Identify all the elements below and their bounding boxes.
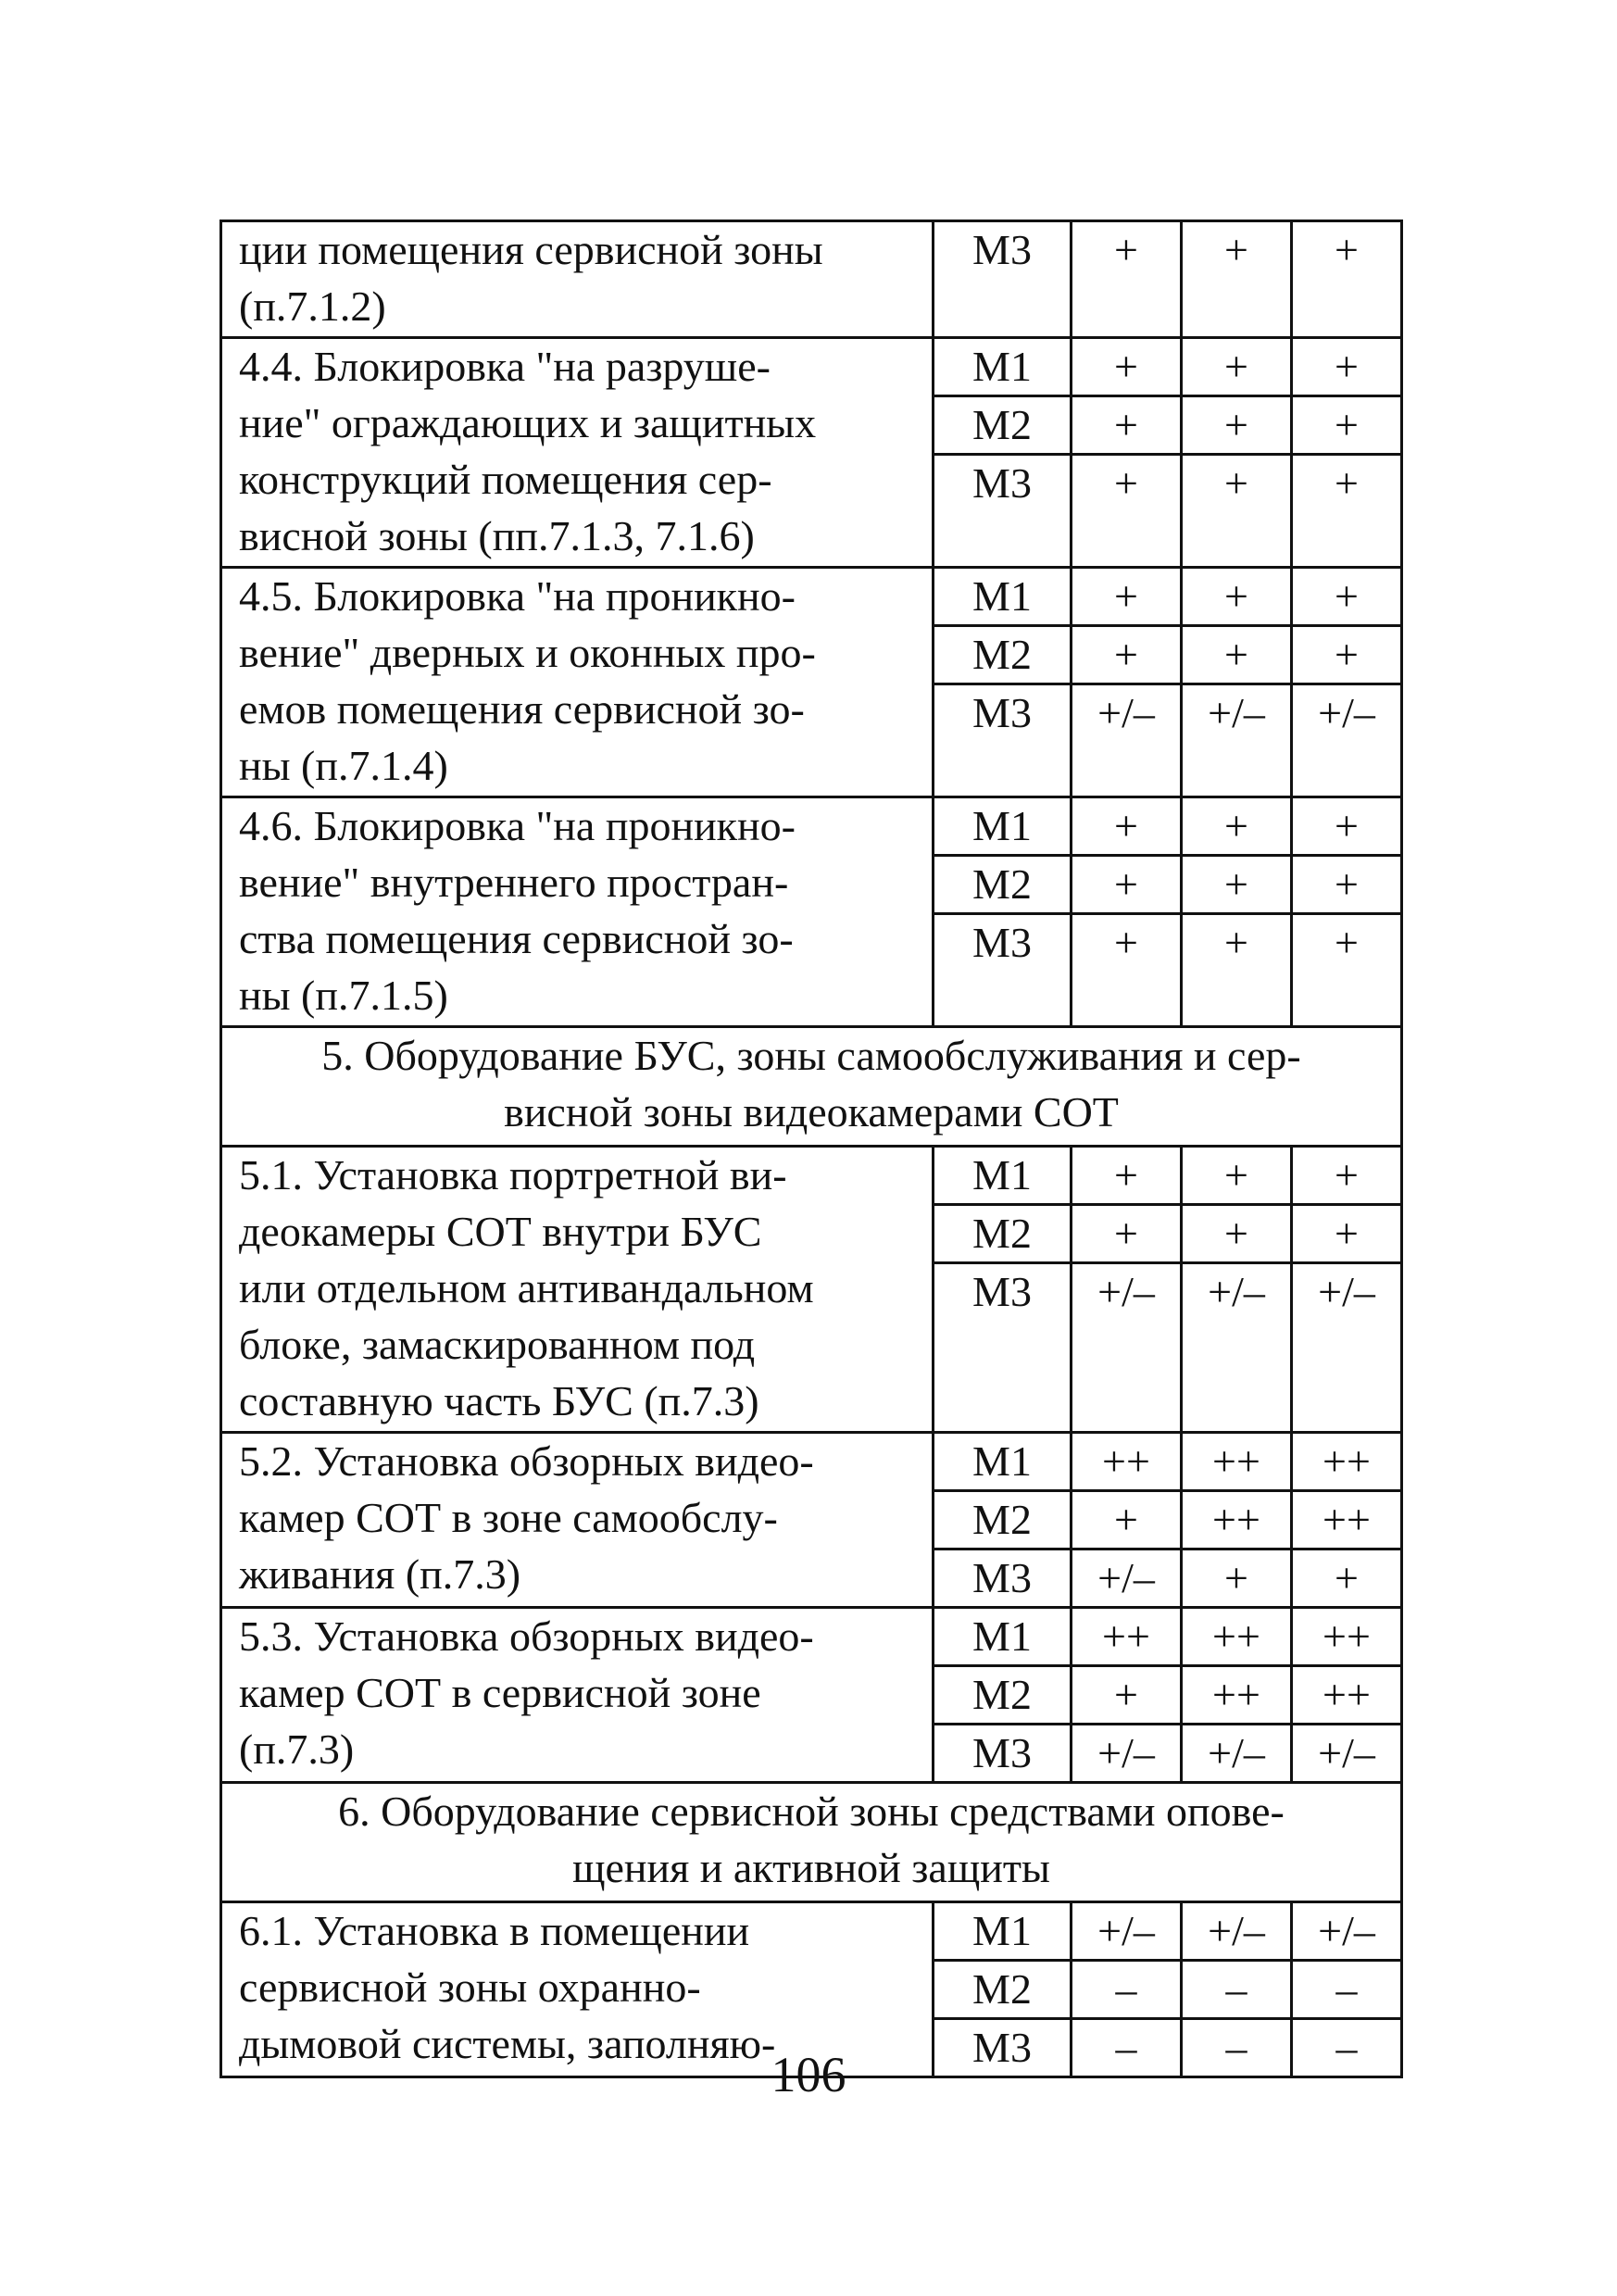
mark-cell: +: [1072, 856, 1182, 914]
mark-cell: ++: [1292, 1666, 1402, 1725]
mode-cell: М3: [934, 914, 1072, 1027]
mark-cell: ++: [1182, 1433, 1292, 1491]
mark-cell: +: [1072, 1147, 1182, 1205]
measure-description: [221, 1433, 934, 1608]
table-row: [221, 1608, 1402, 1666]
page-number: 106: [771, 2047, 846, 2102]
measure-description-line: дымовой системы, заполняю-: [239, 2020, 776, 2067]
mark-cell: +: [1292, 338, 1402, 396]
mode-cell: М1: [934, 1902, 1072, 1961]
mark-cell: ++: [1292, 1608, 1402, 1666]
mark-cell: +: [1182, 455, 1292, 568]
mode-cell: М3: [934, 221, 1072, 338]
measure-description-line: вение" внутреннего простран-: [239, 859, 789, 906]
mark-cell: +: [1182, 797, 1292, 856]
mark-cell: +: [1182, 1205, 1292, 1263]
measure-description-line: емов помещения сервисной зо-: [239, 685, 805, 733]
mark-cell: +: [1182, 856, 1292, 914]
measure-description: [221, 338, 934, 568]
measure-description-line: составную часть БУС (п.7.3): [239, 1377, 759, 1424]
measure-description-line: висной зоны (пп.7.1.3, 7.1.6): [239, 512, 755, 559]
mark-cell: +/–: [1182, 1725, 1292, 1783]
table-row: [221, 1433, 1402, 1491]
measure-description-line: (п.7.3): [239, 1725, 355, 1773]
mark-cell: +: [1182, 568, 1292, 626]
mark-cell: –: [1182, 1961, 1292, 2019]
mode-cell: М3: [934, 455, 1072, 568]
mode-cell: М2: [934, 1961, 1072, 2019]
measure-description-line: 4.4. Блокировка "на разруше-: [239, 343, 771, 390]
measure-description-line: ны (п.7.1.5): [239, 972, 448, 1019]
measure-description-line: 4.5. Блокировка "на проникно-: [239, 572, 796, 620]
section-heading: [221, 1783, 1402, 1902]
mark-cell: +/–: [1072, 1263, 1182, 1433]
mark-cell: +: [1182, 914, 1292, 1027]
section-row: [221, 1027, 1402, 1147]
mark-cell: +: [1072, 221, 1182, 338]
measure-description-line: 5.1. Установка портретной ви-: [239, 1151, 787, 1198]
mark-cell: +/–: [1182, 1263, 1292, 1433]
measure-description: [221, 568, 934, 797]
mark-cell: –: [1182, 2019, 1292, 2077]
mark-cell: +: [1292, 797, 1402, 856]
measure-description: [221, 1147, 934, 1433]
mode-cell: М3: [934, 1725, 1072, 1783]
mode-cell: М2: [934, 626, 1072, 684]
mark-cell: +: [1292, 626, 1402, 684]
mark-cell: –: [1072, 1961, 1182, 2019]
mark-cell: +: [1072, 914, 1182, 1027]
mark-cell: +/–: [1072, 1549, 1182, 1608]
mark-cell: +: [1182, 1147, 1292, 1205]
mark-cell: +: [1292, 221, 1402, 338]
mark-cell: +: [1072, 455, 1182, 568]
mark-cell: ++: [1292, 1491, 1402, 1549]
measure-description-line: 5.3. Установка обзорных видео-: [239, 1612, 814, 1660]
measure-description-line: 6.1. Установка в помещении: [239, 1907, 750, 1954]
mode-cell: М1: [934, 568, 1072, 626]
mark-cell: +: [1292, 1147, 1402, 1205]
measure-description-line: деокамеры СОТ внутри БУС: [239, 1208, 762, 1255]
measure-description: [221, 221, 934, 338]
mode-cell: М2: [934, 1666, 1072, 1725]
table-body: [221, 221, 1402, 2077]
measure-description-line: 4.6. Блокировка "на проникно-: [239, 802, 796, 849]
mode-cell: М2: [934, 856, 1072, 914]
measure-description: [221, 1608, 934, 1783]
mark-cell: –: [1292, 2019, 1402, 2077]
mark-cell: –: [1292, 1961, 1402, 2019]
mark-cell: +: [1072, 1491, 1182, 1549]
mark-cell: +/–: [1072, 684, 1182, 797]
table-row: [221, 338, 1402, 396]
measure-description-line: или отдельном антивандальном: [239, 1264, 814, 1311]
mark-cell: +: [1182, 221, 1292, 338]
mark-cell: +: [1182, 1549, 1292, 1608]
measure-description-line: живания (п.7.3): [239, 1550, 521, 1598]
mark-cell: ++: [1292, 1433, 1402, 1491]
mark-cell: +: [1182, 338, 1292, 396]
mark-cell: +: [1072, 568, 1182, 626]
mode-cell: М1: [934, 1147, 1072, 1205]
mark-cell: +: [1292, 914, 1402, 1027]
measure-description-line: вение" дверных и оконных про-: [239, 629, 816, 676]
mark-cell: +: [1072, 338, 1182, 396]
measure-description-line: блоке, замаскированном под: [239, 1321, 756, 1368]
measure-description-line: 5.2. Установка обзорных видео-: [239, 1437, 814, 1485]
mark-cell: +/–: [1292, 684, 1402, 797]
mark-cell: +: [1292, 396, 1402, 455]
mark-cell: +: [1292, 455, 1402, 568]
mode-cell: М2: [934, 396, 1072, 455]
mode-cell: М1: [934, 1608, 1072, 1666]
mark-cell: –: [1072, 2019, 1182, 2077]
measure-description-line: ние" ограждающих и защитных: [239, 399, 817, 446]
mark-cell: ++: [1182, 1608, 1292, 1666]
section-heading-line: 5. Оборудование БУС, зоны самообслуживания и сер-: [321, 1032, 1301, 1079]
mark-cell: ++: [1182, 1491, 1292, 1549]
measure-description-line: камер СОТ в зоне самообслу-: [239, 1494, 778, 1541]
section-heading-line: щения и активной защиты: [572, 1844, 1050, 1891]
table-row: [221, 1902, 1402, 1961]
mark-cell: +/–: [1292, 1263, 1402, 1433]
mark-cell: ++: [1072, 1433, 1182, 1491]
mode-cell: М2: [934, 1205, 1072, 1263]
measure-description-line: сервисной зоны охранно-: [239, 1964, 701, 2011]
mode-cell: М2: [934, 1491, 1072, 1549]
table-row: [221, 797, 1402, 856]
mark-cell: +/–: [1292, 1725, 1402, 1783]
mark-cell: +/–: [1292, 1902, 1402, 1961]
measure-description-line: конструкций помещения сер-: [239, 456, 772, 503]
mark-cell: +: [1292, 856, 1402, 914]
measure-description-line: ны (п.7.1.4): [239, 742, 448, 789]
mark-cell: +: [1072, 396, 1182, 455]
requirements-table: [219, 220, 1403, 2078]
table-row: [221, 568, 1402, 626]
mark-cell: +: [1182, 626, 1292, 684]
measure-description: [221, 797, 934, 1027]
mark-cell: ++: [1072, 1608, 1182, 1666]
mode-cell: М1: [934, 797, 1072, 856]
mark-cell: +/–: [1072, 1902, 1182, 1961]
mark-cell: ++: [1182, 1666, 1292, 1725]
mark-cell: +/–: [1182, 684, 1292, 797]
mark-cell: +: [1072, 626, 1182, 684]
mode-cell: М3: [934, 684, 1072, 797]
mode-cell: М1: [934, 338, 1072, 396]
mark-cell: +: [1182, 396, 1292, 455]
mark-cell: +: [1292, 568, 1402, 626]
measure-description-line: ства помещения сервисной зо-: [239, 915, 794, 962]
measure-description-line: ции помещения сервисной зоны: [239, 226, 823, 273]
mark-cell: +: [1072, 1205, 1182, 1263]
mark-cell: +: [1072, 797, 1182, 856]
mode-cell: М3: [934, 1549, 1072, 1608]
mark-cell: +: [1292, 1205, 1402, 1263]
section-row: [221, 1783, 1402, 1902]
section-heading-line: 6. Оборудование сервисной зоны средствами опове-: [338, 1788, 1285, 1835]
mark-cell: +/–: [1182, 1902, 1292, 1961]
mark-cell: +/–: [1072, 1725, 1182, 1783]
table-row: [221, 221, 1402, 338]
table-row: [221, 1147, 1402, 1205]
measure-description-line: (п.7.1.2): [239, 282, 386, 330]
measure-description-line: камер СОТ в сервисной зоне: [239, 1669, 761, 1716]
section-heading: [221, 1027, 1402, 1147]
mark-cell: +: [1072, 1666, 1182, 1725]
mode-cell: М1: [934, 1433, 1072, 1491]
section-heading-line: висной зоны видеокамерами СОТ: [504, 1088, 1119, 1135]
mode-cell: М3: [934, 1263, 1072, 1433]
mode-cell: М3: [934, 2019, 1072, 2077]
mark-cell: +: [1292, 1549, 1402, 1608]
